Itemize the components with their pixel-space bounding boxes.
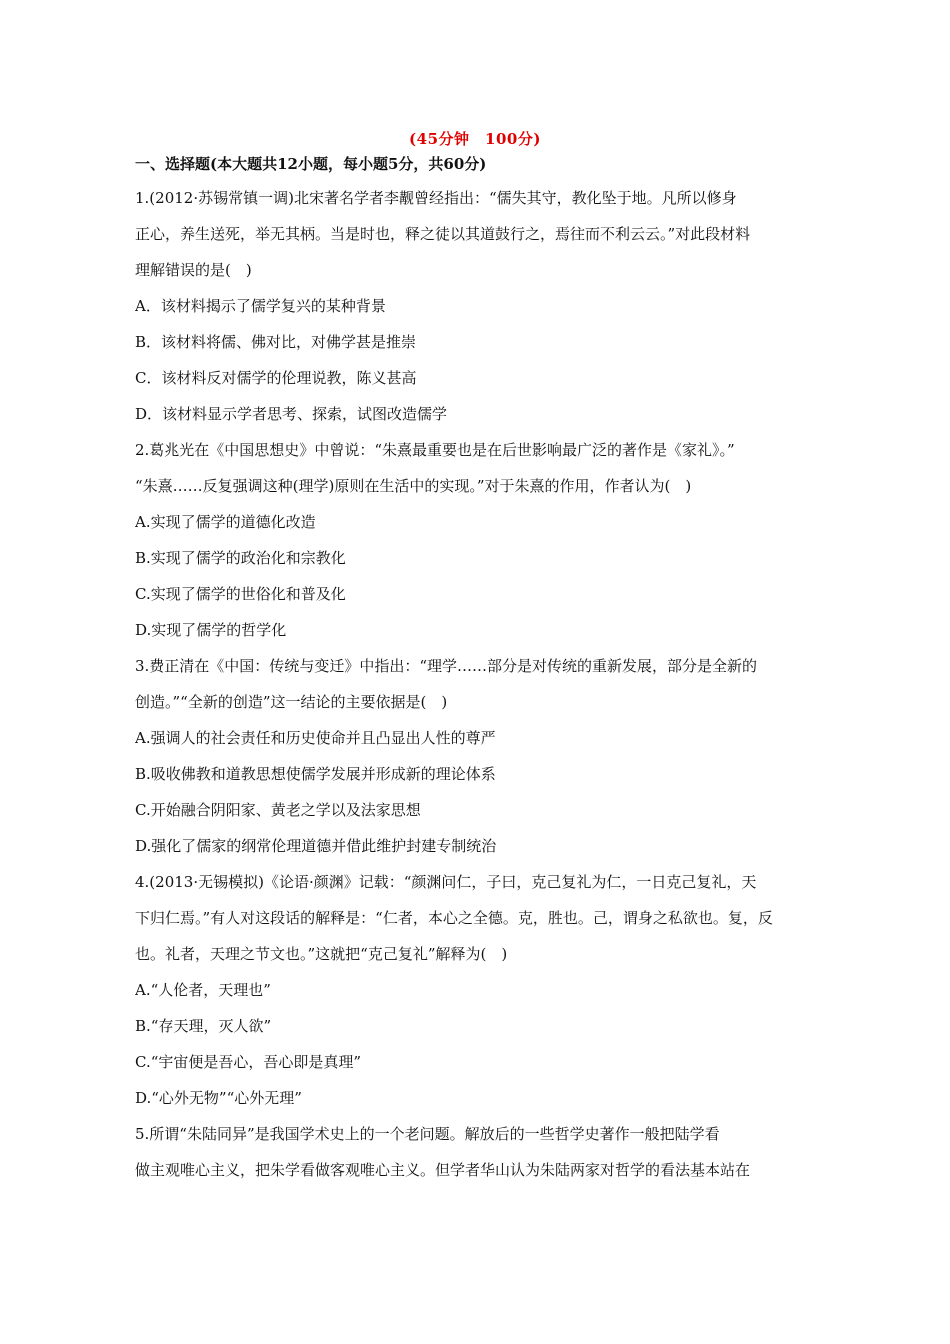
answer-option-a: A．该材料揭示了儒学复兴的某种背景	[135, 297, 386, 315]
question-3	[135, 648, 825, 864]
question-stem-line: 正心，养生送死，举无其柄。当是时也，释之徒以其道鼓行之，焉往而不利云云。”对此段材料	[135, 225, 751, 243]
question-stem-line: 5.所谓“朱陆同异”是我国学术史上的一个老问题。解放后的一些哲学史著作一般把陆学看	[135, 1125, 720, 1143]
question-4	[135, 864, 825, 1116]
answer-option-d: D.“心外无物”“心外无理”	[135, 1089, 302, 1107]
question-stem-line: “朱熹……反复强调这种(理学)原则在生活中的实现。”对于朱熹的作用，作者认为( )	[135, 477, 692, 495]
answer-option-a: A.“人伦者，天理也”	[135, 981, 271, 999]
answer-option-a: A.实现了儒学的道德化改造	[135, 513, 316, 531]
answer-option-c: C.“宇宙便是吾心，吾心即是真理”	[135, 1053, 362, 1071]
exam-timing: (45分钟 100分)	[409, 130, 541, 148]
answer-option-c: C．该材料反对儒学的伦理说教，陈义甚高	[135, 369, 417, 387]
answer-option-d: D．该材料显示学者思考、探索，试图改造儒学	[135, 405, 448, 423]
answer-option-d: D.强化了儒家的纲常伦理道德并借此维护封建专制统治	[135, 837, 497, 855]
question-stem-line: 1.(2012·苏锡常镇一调)北宋著名学者李觏曾经指出：“儒失其守，教化坠于地。凡所以修身	[135, 189, 737, 207]
question-stem-line: 创造。”“全新的创造”这一结论的主要依据是( )	[135, 693, 448, 711]
answer-option-b: B．该材料将儒、佛对比，对佛学甚是推崇	[135, 333, 417, 351]
question-stem-line: 2.葛兆光在《中国思想史》中曾说：“朱熹最重要也是在后世影响最广泛的著作是《家礼》。”	[135, 441, 735, 459]
section-heading: 一、选择题(本大题共12小题，每小题5分，共60分)	[135, 155, 487, 173]
answer-option-b: B.吸收佛教和道教思想使儒学发展并形成新的理论体系	[135, 765, 496, 783]
answer-option-a: A.强调人的社会责任和历史使命并且凸显出人性的尊严	[135, 729, 496, 747]
question-stem-line: 也。礼者，天理之节文也。”这就把“克己复礼”解释为( )	[135, 945, 508, 963]
answer-option-c: C.开始融合阴阳家、黄老之学以及法家思想	[135, 801, 421, 819]
question-1	[135, 180, 825, 432]
question-stem-line: 理解错误的是( )	[135, 261, 252, 279]
answer-option-d: D.实现了儒学的哲学化	[135, 621, 287, 639]
question-stem-line: 做主观唯心主义，把朱学看做客观唯心主义。但学者华山认为朱陆两家对哲学的看法基本站在	[135, 1161, 751, 1179]
question-stem-line: 下归仁焉。”有人对这段话的解释是：“仁者，本心之全德。克，胜也。己，谓身之私欲也。复，反	[135, 909, 773, 927]
answer-option-b: B.“存天理，灭人欲”	[135, 1017, 272, 1035]
answer-option-b: B.实现了儒学的政治化和宗教化	[135, 549, 346, 567]
question-5	[135, 1116, 825, 1188]
question-2	[135, 432, 825, 648]
question-list	[135, 180, 825, 1188]
answer-option-c: C.实现了儒学的世俗化和普及化	[135, 585, 346, 603]
question-stem-line: 3.费正清在《中国：传统与变迁》中指出：“理学……部分是对传统的重新发展，部分是全新的	[135, 657, 757, 675]
question-stem-line: 4.(2013·无锡模拟)《论语·颜渊》记载：“颜渊问仁，子曰，克己复礼为仁，一日克己复礼，天	[135, 873, 757, 891]
